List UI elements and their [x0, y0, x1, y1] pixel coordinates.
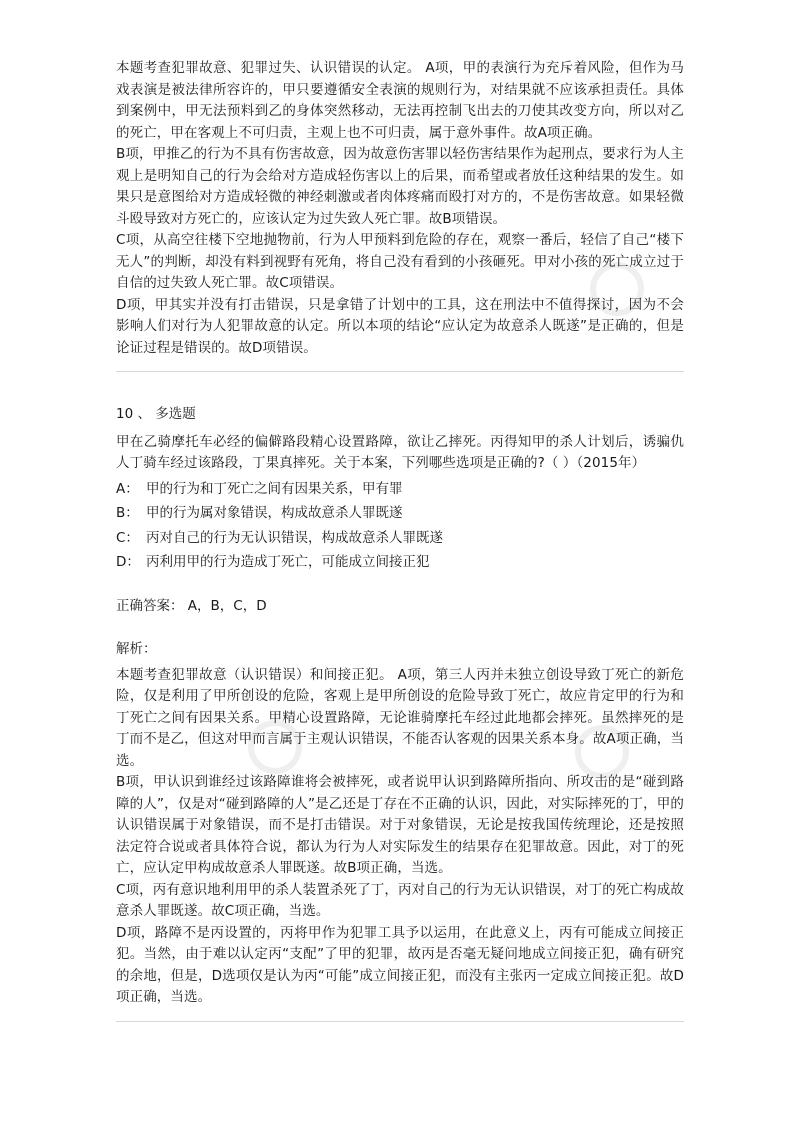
analysis-paragraph: 本题考查犯罪故意、犯罪过失、认识错误的认定。 A项，甲的表演行为充斥着风险，但作为马戏表演是被法律所容许的，甲只要遵循安全表演的规则行为，对结果就不应该承担责任。具体到案例中，甲无法预料到乙的身体突然移动，无法再控制飞出去的刀使其改变方向，所以对乙的死亡，甲在客观上不可归责，主观上也不可归责，属于意外事件。故A项正确。 [116, 60, 684, 141]
option-key: B： [116, 505, 139, 521]
analysis-paragraph: 本题考查犯罪故意（认识错误）和间接正犯。 A项，第三人丙并未独立创设导致丁死亡的新危险，仅是利用了甲所创设的危险，客观上是甲所创设的危险导致丁死亡，故应肯定甲的行为和丁死亡之间有因果关系。甲精心设置路障，无论谁骑摩托车经过此地都会摔死。虽然摔死的是丁而不是乙，但这对甲而言属于主观认识错误，不能否认客观的因果关系本身。故A项正确，当选。 [116, 666, 684, 769]
option-key: D： [116, 554, 140, 570]
option-text: 甲的行为和丁死亡之间有因果关系，甲有罪 [146, 480, 403, 497]
analysis-paragraph: D项，路障不是丙设置的，丙将甲作为犯罪工具予以运用，在此意义上，丙有可能成立间接正犯。当然，由于难以认定丙“支配”了甲的犯罪，故丙是否毫无疑问地成立间接正犯，确有研究的余地，但是，D选项仅是认为丙“可能”成立间接正犯，而没有主张丙一定成立间接正犯。故D项正确，当选。 [116, 924, 684, 1005]
section-divider [116, 1021, 684, 1022]
correct-answer: 正确答案： A，B，C，D [116, 597, 267, 614]
question-text: 甲在乙骑摩托车必经的偏僻路段精心设置路障，欲让乙摔死。丙得知甲的杀人计划后，诱骗仇人丁骑车经过该路段，丁果真摔死。关于本案，下列哪些选项是正确的?（ ）（2015年） [116, 433, 684, 471]
option-b [116, 503, 684, 525]
previous-analysis [116, 58, 684, 359]
option-key: C： [116, 529, 139, 546]
analysis-paragraph: B项，甲推乙的行为不具有伤害故意，因为故意伤害罪以轻伤害结果作为起刑点，要求行为人主观上是明知自己的行为会给对方造成轻伤害以上的后果，而希望或者放任这种结果的发生。如果只是意图给对方造成轻微的神经刺激或者肉体疼痛而殴打对方的，不是伤害故意。如果轻微斗殴导致对方死亡的，应该认定为过失致人死亡罪。故B项错误。 [116, 146, 684, 227]
question-block [116, 404, 684, 1009]
analysis-paragraph: D项，甲其实并没有打击错误，只是拿错了计划中的工具，这在刑法中不值得探讨，因为不会影响人们对行为人犯罪故意的认定。所以本项的结论“应认定为故意杀人既遂”是正确的，但是论证过程是错误的。故D项错误。 [116, 296, 684, 356]
analysis-paragraph: B项，甲认识到谁经过该路障谁将会被摔死，或者说甲认识到路障所指向、所攻击的是“碰到路障的人”，仅是对“碰到路障的人”是乙还是丁存在不正确的认识，因此，对实际摔死的丁，甲的认识错误属于对象错误，而不是打击错误。对于对象错误，无论是按我国传统理论，还是按照法定符合说或者具体符合说，都认为行为人对实际发生的结果存在犯罪故意。因此，对丁的死亡，应认定甲构成故意杀人罪既遂。故B项正确，当选。 [116, 774, 684, 876]
question-number: 10 、 多选题 [116, 406, 196, 422]
option-a [116, 479, 684, 501]
analysis-body [116, 665, 684, 1009]
option-d [116, 552, 684, 574]
analysis-paragraph: C项，丙有意识地利用甲的杀人装置杀死了丁，丙对自己的行为无认识错误，对丁的死亡构成故意杀人罪既遂。故C项正确，当选。 [116, 881, 684, 919]
section-divider [116, 371, 684, 372]
option-text: 丙利用甲的行为造成丁死亡，可能成立间接正犯 [146, 554, 430, 570]
option-text: 丙对自己的行为无认识错误，构成故意杀人罪既遂 [146, 529, 443, 546]
option-c [116, 528, 684, 550]
analysis-label: 解析： [116, 641, 157, 657]
option-text: 甲的行为属对象错误，构成故意杀人罪既遂 [146, 505, 403, 521]
analysis-paragraph: C项，从高空往楼下空地抛物前，行为人甲预料到危险的存在，观察一番后，轻信了自己“楼下无人”的判断，却没有料到视野有死角，将自己没有看到的小孩砸死。甲对小孩的死亡成立过于自信的过失致人死亡罪。故C项错误。 [116, 232, 684, 291]
option-list [116, 479, 684, 574]
document-page [116, 58, 684, 1022]
option-key: A： [116, 480, 139, 497]
